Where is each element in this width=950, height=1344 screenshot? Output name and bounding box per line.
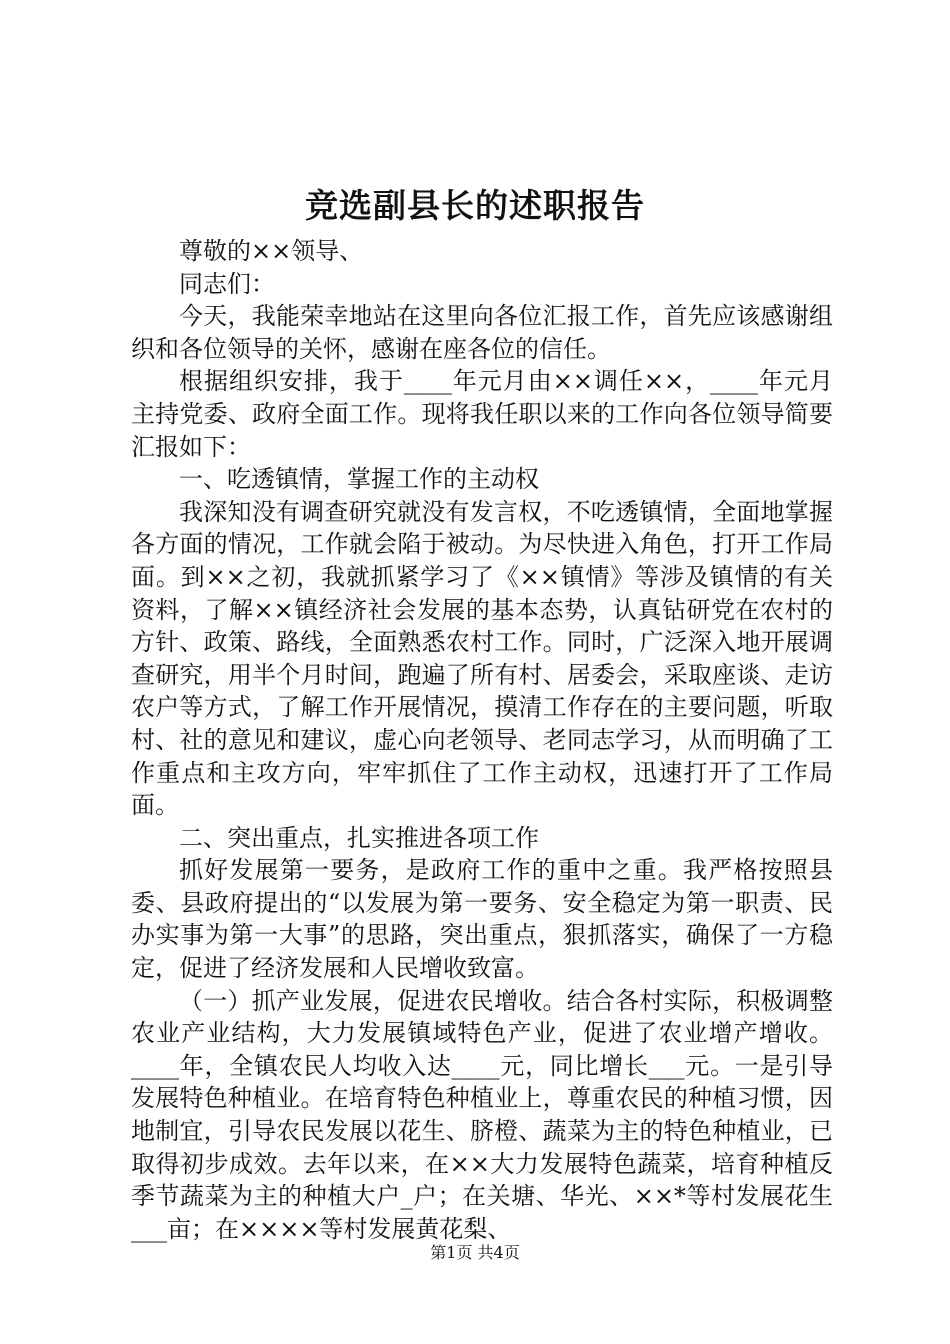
paragraph-industry: （一）抓产业发展，促进农民增收。结合各村实际，积极调整农业产业结构，大力发展镇域特色产业，促进了农业增产增收。____年，全镇农民人均收入达____元，同比增长___元。一是引导发展特色种植业。在培育特色种植业上，尊重农民的种植习惯，因地制宜，引导农民发展以花生、脐橙、蔬菜为主的特色种植业，已取得初步成效。去年以来，在××大力发展特色蔬菜，培育种植反季节蔬菜为主的种植大户_户；在关塘、华光、××*等村发展花生___亩；在××××等村发展黄花梨、 <box>131 986 833 1243</box>
salutation-comrades: 同志们： <box>179 269 275 298</box>
paragraph-development: 抓好发展第一要务，是政府工作的重中之重。我严格按照县委、县政府提出的“以发展为第一要务、安全稳定为第一职责、民办实事为第一大事”的思路，突出重点，狠抓落实，确保了一方稳定，促进了经济发展和人民增收致富。 <box>131 856 833 983</box>
document-title: 竞选副县长的述职报告 <box>305 186 645 225</box>
salutation-leaders: 尊敬的××领导、 <box>179 237 364 265</box>
section-heading-1: 一、吃透镇情，掌握工作的主动权 <box>179 465 539 494</box>
section-heading-2: 二、突出重点，扎实推进各项工作 <box>179 823 539 852</box>
paragraph-research: 我深知没有调查研究就没有发言权，不吃透镇情，全面地掌握各方面的情况，工作就会陷于被动。为尽快进入角色，打开工作局面。到××之初，我就抓紧学习了《××镇情》等涉及镇情的有关资料，了解××镇经济社会发展的基本态势，认真钻研党在农村的方针、政策、路线，全面熟悉农村工作。同时，广泛深入地开展调查研究，用半个月时间，跑遍了所有村、居委会，采取座谈、走访农户等方式，了解工作开展情况，摸清工作存在的主要问题，听取村、社的意见和建议，虚心向老领导、老同志学习，从而明确了工作重点和主攻方向，牢牢抓住了工作主动权，迅速打开了工作局面。 <box>131 497 833 820</box>
paragraph-background: 根据组织安排，我于____年元月由××调任××，____年元月主持党委、政府全面工作。现将我任职以来的工作向各位领导简要汇报如下： <box>131 367 833 461</box>
paragraph-intro: 今天，我能荣幸地站在这里向各位汇报工作，首先应该感谢组织和各位领导的关怀，感谢在座各位的信任。 <box>131 302 833 363</box>
page-number-footer: 第1页 共4页 <box>430 1243 520 1262</box>
document-body <box>131 235 833 1245</box>
